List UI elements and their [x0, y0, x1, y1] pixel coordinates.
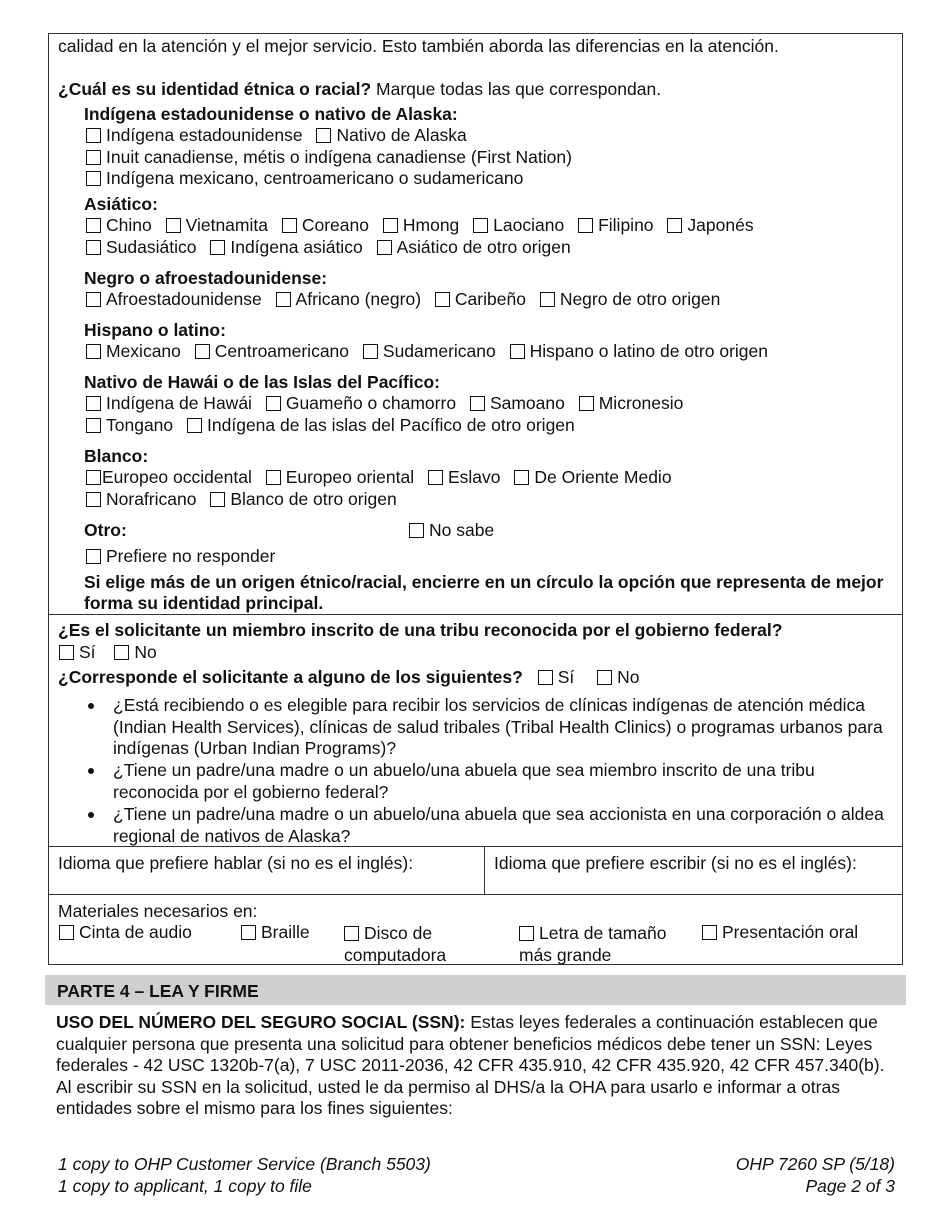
checkbox[interactable]: [86, 549, 101, 564]
checkbox[interactable]: [363, 344, 378, 359]
hispanic-row-1: [86, 341, 777, 362]
option-samoano[interactable]: Samoano: [470, 393, 565, 414]
checkbox[interactable]: [579, 396, 594, 411]
checkbox[interactable]: [59, 645, 74, 660]
bullet-dot: [88, 812, 94, 818]
checkbox[interactable]: [377, 240, 392, 255]
footer-form-number: OHP 7260 SP (5/18): [735, 1154, 895, 1174]
option-asiatico-otro[interactable]: Asiático de otro origen: [377, 237, 571, 258]
other-label: Otro:: [84, 520, 127, 540]
native-row-2: [86, 147, 581, 168]
checkbox[interactable]: [428, 470, 443, 485]
checkbox[interactable]: [383, 218, 398, 233]
checkbox[interactable]: [597, 670, 612, 685]
divider-language-vertical: [484, 846, 485, 894]
option-norafricano[interactable]: Norafricano: [86, 489, 196, 510]
checkbox[interactable]: [187, 418, 202, 433]
checkbox[interactable]: [538, 670, 553, 685]
option-inuit[interactable]: Inuit canadiense, métis o indígena canadiense (First Nation): [86, 147, 572, 168]
bullet-item: ¿Tiene un padre/una madre o un abuelo/una abuela que sea accionista en una corporación o aldea regional de nativos de Alaska?: [113, 804, 884, 846]
pacific-row-2: [86, 415, 584, 436]
part4-header: PARTE 4 – LEA Y FIRME: [57, 981, 259, 1001]
option-micronesio[interactable]: Micronesio: [579, 393, 684, 414]
asian-row-1: [86, 215, 763, 236]
checkbox[interactable]: [316, 128, 331, 143]
option-sudasiatico[interactable]: Sudasiático: [86, 237, 196, 258]
group-heading-native: Indígena estadounidense o nativo de Alaska:: [84, 104, 458, 124]
native-row-3: [86, 168, 532, 189]
option-indigena-hawai[interactable]: Indígena de Hawái: [86, 393, 252, 414]
option-europeo-occidental[interactable]: Europeo occidental: [86, 467, 252, 488]
option-oriente-medio[interactable]: De Oriente Medio: [514, 467, 671, 488]
checkbox[interactable]: [210, 240, 225, 255]
option-indigena-estadounidense[interactable]: Indígena estadounidense: [86, 125, 303, 146]
checkbox[interactable]: [86, 418, 101, 433]
checkbox[interactable]: [510, 344, 525, 359]
option-europeo-oriental[interactable]: Europeo oriental: [266, 467, 414, 488]
option-no-sabe[interactable]: No sabe: [409, 520, 494, 541]
option-computer-disk[interactable]: Disco de computadora: [344, 923, 447, 965]
footer-left-2: 1 copy to applicant, 1 copy to file: [58, 1176, 312, 1196]
materials-label: Materiales necesarios en:: [58, 901, 258, 921]
option-vietnamita[interactable]: Vietnamita: [166, 215, 268, 236]
option-pacifico-otro[interactable]: Indígena de las islas del Pacífico de otro origen: [187, 415, 575, 436]
checkbox[interactable]: [210, 492, 225, 507]
divider-ethnic: [48, 614, 903, 615]
bullet-item: ¿Tiene un padre/una madre o un abuelo/una abuela que sea miembro inscrito de una tribu reconocida por el gobierno federal?: [113, 760, 815, 802]
checkbox[interactable]: [241, 925, 256, 940]
group-heading-black: Negro o afroestadounidense:: [84, 268, 328, 288]
asian-row-2: [86, 237, 580, 258]
corresponds-no-option[interactable]: No: [597, 667, 639, 688]
checkbox[interactable]: [435, 292, 450, 307]
checkbox[interactable]: [86, 396, 101, 411]
checkbox[interactable]: [266, 396, 281, 411]
bullet-dot: [88, 703, 94, 709]
option-japones[interactable]: Japonés: [667, 215, 753, 236]
option-hispano-otro[interactable]: Hispano o latino de otro origen: [510, 341, 768, 362]
option-laociano[interactable]: Laociano: [473, 215, 564, 236]
checkbox[interactable]: [282, 218, 297, 233]
white-row-1: [86, 467, 681, 488]
option-hmong[interactable]: Hmong: [383, 215, 459, 236]
checkbox[interactable]: [409, 523, 424, 538]
multi-origin-note: Si elige más de un origen étnico/racial, encierre en un círculo la opción que representa de mejor forma su identidad principal.: [84, 572, 884, 613]
option-negro-otro[interactable]: Negro de otro origen: [540, 289, 721, 310]
bullet-item: ¿Está recibiendo o es elegible para recibir los servicios de clínicas indígenas de atención médica (Indian Health Services), clínicas de salud tribales (Tribal Health Clinics) o programas urbanos para indígenas (Urban Indian Programs)?: [113, 695, 883, 758]
divider-language: [48, 894, 903, 895]
checkbox[interactable]: [86, 218, 101, 233]
option-indigena-asiatico[interactable]: Indígena asiático: [210, 237, 362, 258]
checkbox[interactable]: [86, 150, 101, 165]
tribe-answers: [59, 642, 166, 663]
checkbox[interactable]: [667, 218, 682, 233]
checkbox[interactable]: [514, 470, 529, 485]
group-heading-white: Blanco:: [84, 446, 149, 466]
checkbox[interactable]: [166, 218, 181, 233]
checkbox[interactable]: [266, 470, 281, 485]
option-prefiere-no-responder[interactable]: Prefiere no responder: [86, 546, 275, 567]
checkbox[interactable]: [195, 344, 210, 359]
checkbox[interactable]: [86, 344, 101, 359]
corresponds-yes-option[interactable]: Sí: [538, 667, 575, 688]
checkbox[interactable]: [86, 240, 101, 255]
intro-text: calidad en la atención y el mejor servicio. Esto también aborda las diferencias en la atención.: [58, 36, 779, 56]
option-tongano[interactable]: Tongano: [86, 415, 173, 436]
checkbox[interactable]: [86, 171, 101, 186]
group-heading-asian: Asiático:: [84, 194, 158, 214]
option-centroamericano[interactable]: Centroamericano: [195, 341, 349, 362]
language-write-field[interactable]: Idioma que prefiere escribir (si no es el inglés):: [494, 853, 857, 873]
ethnic-question: ¿Cuál es su identidad étnica o racial? Marque todas las que correspondan.: [58, 79, 662, 99]
group-heading-pacific: Nativo de Hawái o de las Islas del Pacífico:: [84, 372, 440, 392]
checkbox[interactable]: [702, 925, 717, 940]
tribe-no-option[interactable]: No: [114, 642, 156, 663]
group-heading-hispanic: Hispano o latino:: [84, 320, 226, 340]
option-caribeno[interactable]: Caribeño: [435, 289, 526, 310]
checkbox[interactable]: [114, 645, 129, 660]
black-row-1: [86, 289, 729, 310]
corresponds-question-row: ¿Corresponde el solicitante a alguno de los siguientes? Sí No: [58, 667, 640, 687]
option-filipino[interactable]: Filipino: [578, 215, 653, 236]
option-nativo-alaska[interactable]: Nativo de Alaska: [316, 125, 466, 146]
option-afroestadounidense[interactable]: Afroestadounidense: [86, 289, 262, 310]
checkbox[interactable]: [470, 396, 485, 411]
option-mexicano[interactable]: Mexicano: [86, 341, 181, 362]
checkbox[interactable]: [86, 492, 101, 507]
option-audio-tape[interactable]: Cinta de audio: [59, 922, 192, 943]
option-indigena-mexicano[interactable]: Indígena mexicano, centroamericano o sudamericano: [86, 168, 523, 189]
checkbox[interactable]: [473, 218, 488, 233]
option-eslavo[interactable]: Eslavo: [428, 467, 501, 488]
checkbox[interactable]: [344, 926, 359, 941]
footer-left-1: 1 copy to OHP Customer Service (Branch 5503): [58, 1154, 431, 1174]
checkbox[interactable]: [276, 292, 291, 307]
language-speak-field[interactable]: Idioma que prefiere hablar (si no es el inglés):: [58, 853, 414, 873]
option-large-print[interactable]: Letra de tamaño más grande: [519, 923, 667, 965]
option-guameno[interactable]: Guameño o chamorro: [266, 393, 456, 414]
checkbox[interactable]: [86, 292, 101, 307]
option-sudamericano[interactable]: Sudamericano: [363, 341, 496, 362]
option-blanco-otro[interactable]: Blanco de otro origen: [210, 489, 396, 510]
option-braille[interactable]: Braille: [241, 922, 310, 943]
checkbox[interactable]: [519, 926, 534, 941]
option-coreano[interactable]: Coreano: [282, 215, 369, 236]
checkbox[interactable]: [86, 128, 101, 143]
option-oral-presentation[interactable]: Presentación oral: [702, 922, 858, 943]
footer-page-number: Page 2 of 3: [805, 1176, 895, 1196]
checkbox[interactable]: [86, 470, 101, 485]
bullet-dot: [88, 768, 94, 774]
checkbox[interactable]: [578, 218, 593, 233]
pacific-row-1: [86, 393, 692, 414]
native-row-1: [86, 125, 476, 146]
option-africano[interactable]: Africano (negro): [276, 289, 421, 310]
ssn-paragraph: USO DEL NÚMERO DEL SEGURO SOCIAL (SSN): Estas leyes federales a continuación establecen que cualquier persona que presenta una solicitud para obtener beneficios médicos debe tener un SSN: Leyes federales - 42 USC 1320b-7(a), 7 USC 2011-2036, 42 CFR 435.910, 42 CFR 435.920, 42 CFR 457.340(b). Al escribir su SSN en la solicitud, usted le da permiso al DHS/a la OHA para usarlo e informar a otras entidades sobre el mismo para los fines siguientes:: [56, 1012, 885, 1118]
white-row-2: [86, 489, 406, 510]
checkbox[interactable]: [59, 925, 74, 940]
option-chino[interactable]: Chino: [86, 215, 152, 236]
tribe-question: ¿Es el solicitante un miembro inscrito de una tribu reconocida por el gobierno federal?: [58, 620, 783, 640]
checkbox[interactable]: [540, 292, 555, 307]
tribe-yes-option[interactable]: Sí: [59, 642, 96, 663]
